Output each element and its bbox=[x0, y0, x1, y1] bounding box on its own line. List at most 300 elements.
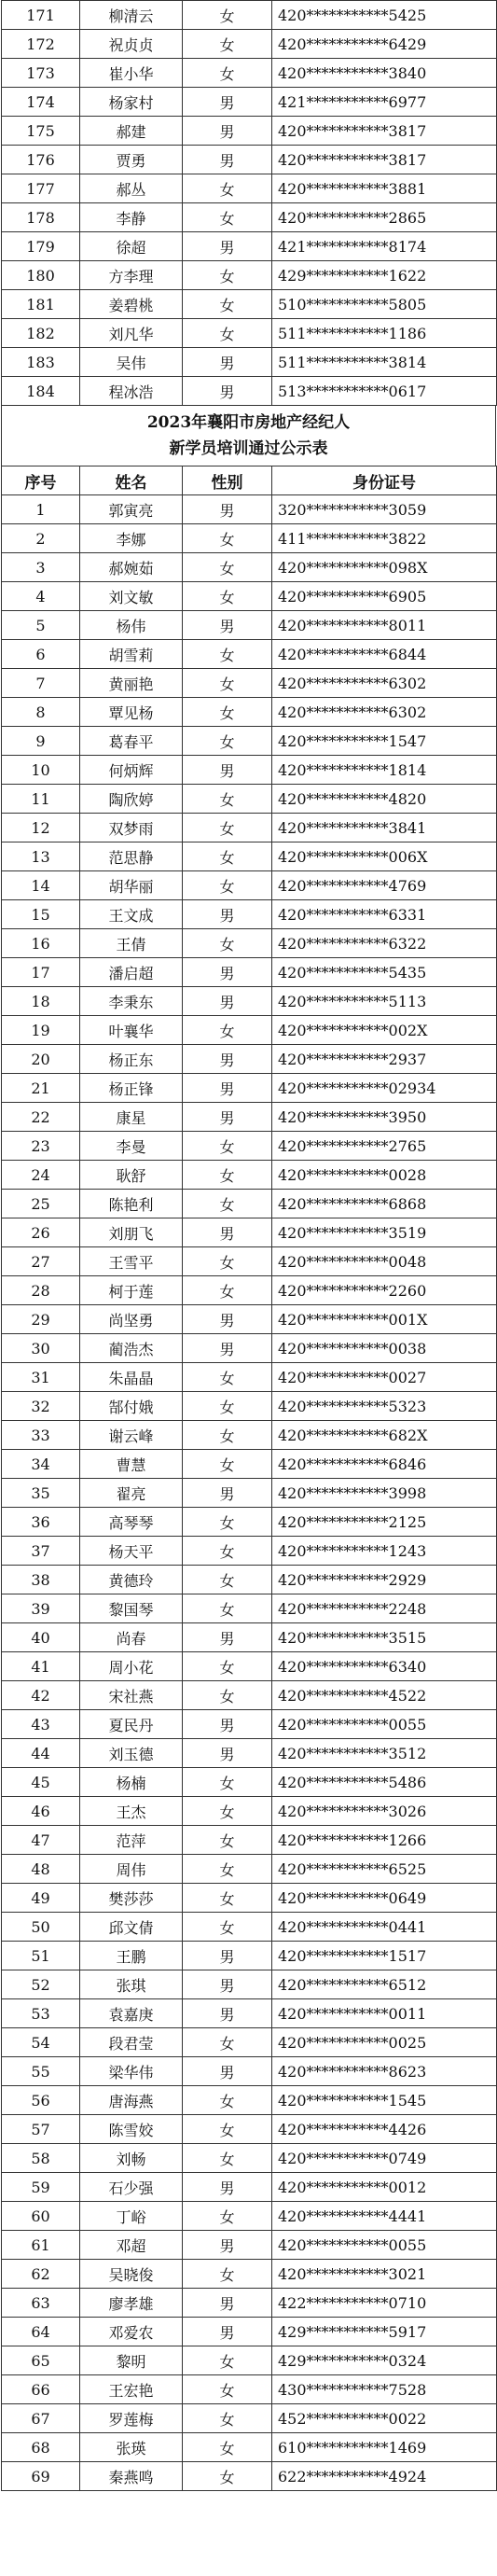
cell-sex: 女 bbox=[183, 1508, 272, 1537]
cell-name: 郜付娥 bbox=[80, 1392, 183, 1421]
cell-sex: 女 bbox=[183, 290, 272, 319]
cell-id: 420***********2248 bbox=[272, 1594, 497, 1623]
cell-sex: 女 bbox=[183, 1797, 272, 1826]
cell-name: 康星 bbox=[80, 1103, 183, 1132]
cell-id: 452***********0022 bbox=[272, 2404, 497, 2433]
cell-sex: 女 bbox=[183, 2260, 272, 2289]
cell-name: 范萍 bbox=[80, 1826, 183, 1855]
cell-name: 李曼 bbox=[80, 1132, 183, 1161]
cell-name: 黄德玲 bbox=[80, 1566, 183, 1594]
table-row bbox=[2, 1855, 497, 1884]
cell-sex: 男 bbox=[183, 2289, 272, 2318]
cell-no: 30 bbox=[2, 1334, 80, 1363]
cell-no: 46 bbox=[2, 1797, 80, 1826]
cell-no: 44 bbox=[2, 1739, 80, 1768]
cell-name: 方李理 bbox=[80, 261, 183, 290]
cell-sex: 女 bbox=[183, 814, 272, 842]
cell-name: 范思静 bbox=[80, 842, 183, 871]
cell-no: 17 bbox=[2, 958, 80, 987]
cell-id: 420***********0025 bbox=[272, 2028, 497, 2057]
cell-no: 40 bbox=[2, 1623, 80, 1652]
table-row bbox=[2, 1739, 497, 1768]
cell-id: 420***********1545 bbox=[272, 2086, 497, 2115]
cell-no: 55 bbox=[2, 2057, 80, 2086]
cell-id: 420***********6846 bbox=[272, 1450, 497, 1479]
cell-name: 胡华丽 bbox=[80, 871, 183, 900]
cell-sex: 女 bbox=[183, 698, 272, 727]
cell-no: 21 bbox=[2, 1074, 80, 1103]
cell-name: 李娜 bbox=[80, 524, 183, 553]
cell-no: 68 bbox=[2, 2433, 80, 2462]
table-row bbox=[2, 1768, 497, 1797]
cell-name: 宋社燕 bbox=[80, 1681, 183, 1710]
table-row bbox=[2, 2289, 497, 2318]
cell-id: 420***********0055 bbox=[272, 1710, 497, 1739]
cell-name: 朱晶晶 bbox=[80, 1363, 183, 1392]
cell-no: 67 bbox=[2, 2404, 80, 2433]
cell-no: 1 bbox=[2, 495, 80, 524]
cell-id: 420***********6905 bbox=[272, 582, 497, 611]
cell-name: 石少强 bbox=[80, 2173, 183, 2202]
cell-no: 52 bbox=[2, 1970, 80, 1999]
cell-no: 53 bbox=[2, 1999, 80, 2028]
cell-id: 420***********3817 bbox=[272, 146, 497, 174]
table-row bbox=[2, 88, 497, 117]
cell-name: 杨正锋 bbox=[80, 1074, 183, 1103]
cell-name: 夏民丹 bbox=[80, 1710, 183, 1739]
table-row bbox=[2, 290, 497, 319]
cell-no: 4 bbox=[2, 582, 80, 611]
cell-no: 23 bbox=[2, 1132, 80, 1161]
cell-id: 420***********4769 bbox=[272, 871, 497, 900]
cell-sex: 男 bbox=[183, 2231, 272, 2260]
cell-no: 24 bbox=[2, 1161, 80, 1190]
cell-id: 420***********3512 bbox=[272, 1739, 497, 1768]
cell-name: 陶欣婷 bbox=[80, 785, 183, 814]
cell-id: 429***********5917 bbox=[272, 2318, 497, 2346]
cell-sex: 女 bbox=[183, 1421, 272, 1450]
cell-name: 葛春平 bbox=[80, 727, 183, 756]
cell-no: 27 bbox=[2, 1247, 80, 1276]
cell-name: 邓爱农 bbox=[80, 2318, 183, 2346]
cell-name: 柯于莲 bbox=[80, 1276, 183, 1305]
cell-name: 尚春 bbox=[80, 1623, 183, 1652]
cell-sex: 女 bbox=[183, 1247, 272, 1276]
cell-name: 徐超 bbox=[80, 232, 183, 261]
table-row bbox=[2, 814, 497, 842]
cell-no: 57 bbox=[2, 2115, 80, 2144]
cell-id: 420***********6868 bbox=[272, 1190, 497, 1218]
cell-sex: 男 bbox=[183, 1218, 272, 1247]
table-row bbox=[2, 59, 497, 88]
cell-id: 420***********4441 bbox=[272, 2202, 497, 2231]
cell-sex: 女 bbox=[183, 1392, 272, 1421]
cell-name: 吴晓俊 bbox=[80, 2260, 183, 2289]
table-row bbox=[2, 1999, 497, 2028]
cell-sex: 男 bbox=[183, 1999, 272, 2028]
cell-no: 35 bbox=[2, 1479, 80, 1508]
cell-name: 程冰浩 bbox=[80, 377, 183, 406]
table-row bbox=[2, 2260, 497, 2289]
cell-sex: 女 bbox=[183, 1016, 272, 1045]
cell-id: 411***********3822 bbox=[272, 524, 497, 553]
cell-no: 7 bbox=[2, 669, 80, 698]
cell-sex: 男 bbox=[183, 1479, 272, 1508]
title-line-1: 2023年襄阳市房地产经纪人 bbox=[146, 413, 351, 432]
cell-sex: 男 bbox=[183, 2318, 272, 2346]
cell-no: 176 bbox=[2, 146, 80, 174]
cell-no: 15 bbox=[2, 900, 80, 929]
cell-id: 420***********6512 bbox=[272, 1970, 497, 1999]
cell-name: 杨家村 bbox=[80, 88, 183, 117]
cell-sex: 女 bbox=[183, 1855, 272, 1884]
cell-id: 420***********006X bbox=[272, 842, 497, 871]
cell-name: 陈艳利 bbox=[80, 1190, 183, 1218]
table-row bbox=[2, 203, 497, 232]
table-row bbox=[2, 929, 497, 958]
cell-no: 19 bbox=[2, 1016, 80, 1045]
table-row bbox=[2, 146, 497, 174]
table-row bbox=[2, 117, 497, 146]
cell-id: 430***********7528 bbox=[272, 2375, 497, 2404]
cell-name: 郝丛 bbox=[80, 174, 183, 203]
cell-sex: 女 bbox=[183, 203, 272, 232]
cell-sex: 女 bbox=[183, 1161, 272, 1190]
header-no: 序号 bbox=[2, 466, 80, 495]
cell-id: 420***********3841 bbox=[272, 814, 497, 842]
cell-id: 420***********2865 bbox=[272, 203, 497, 232]
table-row bbox=[2, 319, 497, 348]
cell-id: 420***********02934 bbox=[272, 1074, 497, 1103]
cell-sex: 女 bbox=[183, 2404, 272, 2433]
cell-no: 59 bbox=[2, 2173, 80, 2202]
header-id: 身份证号 bbox=[272, 466, 497, 495]
cell-no: 177 bbox=[2, 174, 80, 203]
cell-name: 叶襄华 bbox=[80, 1016, 183, 1045]
table-row bbox=[2, 2346, 497, 2375]
cell-id: 420***********3998 bbox=[272, 1479, 497, 1508]
cell-name: 唐海燕 bbox=[80, 2086, 183, 2115]
cell-name: 翟亮 bbox=[80, 1479, 183, 1508]
cell-sex: 女 bbox=[183, 553, 272, 582]
cell-id: 420***********0649 bbox=[272, 1884, 497, 1913]
cell-name: 郝婉茹 bbox=[80, 553, 183, 582]
cell-name: 胡雪莉 bbox=[80, 640, 183, 669]
table-row bbox=[2, 611, 497, 640]
table-row bbox=[2, 1016, 497, 1045]
cell-sex: 男 bbox=[183, 1710, 272, 1739]
cell-no: 62 bbox=[2, 2260, 80, 2289]
cell-name: 柳清云 bbox=[80, 1, 183, 30]
cell-no: 13 bbox=[2, 842, 80, 871]
cell-sex: 女 bbox=[183, 929, 272, 958]
table-row bbox=[2, 1132, 497, 1161]
cell-no: 184 bbox=[2, 377, 80, 406]
cell-no: 16 bbox=[2, 929, 80, 958]
table-row bbox=[2, 785, 497, 814]
cell-name: 廖孝雄 bbox=[80, 2289, 183, 2318]
cell-name: 王宏艳 bbox=[80, 2375, 183, 2404]
cell-name: 王文成 bbox=[80, 900, 183, 929]
cell-no: 42 bbox=[2, 1681, 80, 1710]
table-row bbox=[2, 2115, 497, 2144]
table-row bbox=[2, 1161, 497, 1190]
table-row bbox=[2, 900, 497, 929]
table-row bbox=[2, 1970, 497, 1999]
cell-name: 刘朋飞 bbox=[80, 1218, 183, 1247]
table-row bbox=[2, 1363, 497, 1392]
cell-id: 420***********3026 bbox=[272, 1797, 497, 1826]
cell-name: 黎明 bbox=[80, 2346, 183, 2375]
cell-id: 420***********6331 bbox=[272, 900, 497, 929]
table-row bbox=[2, 1681, 497, 1710]
cell-id: 420***********6322 bbox=[272, 929, 497, 958]
cell-name: 王倩 bbox=[80, 929, 183, 958]
table-row bbox=[2, 1479, 497, 1508]
cell-name: 张琪 bbox=[80, 1970, 183, 1999]
cell-no: 39 bbox=[2, 1594, 80, 1623]
cell-no: 10 bbox=[2, 756, 80, 785]
cell-no: 26 bbox=[2, 1218, 80, 1247]
cell-id: 510***********5805 bbox=[272, 290, 497, 319]
cell-id: 420***********6429 bbox=[272, 30, 497, 59]
cell-sex: 女 bbox=[183, 2086, 272, 2115]
cell-name: 祝贞贞 bbox=[80, 30, 183, 59]
cell-no: 54 bbox=[2, 2028, 80, 2057]
cell-id: 610***********1469 bbox=[272, 2433, 497, 2462]
cell-sex: 女 bbox=[183, 2202, 272, 2231]
cell-no: 178 bbox=[2, 203, 80, 232]
table-row bbox=[2, 669, 497, 698]
cell-no: 171 bbox=[2, 1, 80, 30]
cell-sex: 女 bbox=[183, 319, 272, 348]
cell-no: 181 bbox=[2, 290, 80, 319]
table-row bbox=[2, 1884, 497, 1913]
cell-id: 429***********1622 bbox=[272, 261, 497, 290]
cell-name: 杨楠 bbox=[80, 1768, 183, 1797]
table-row bbox=[2, 348, 497, 377]
table-row bbox=[2, 2433, 497, 2462]
cell-id: 420***********3817 bbox=[272, 117, 497, 146]
cell-sex: 女 bbox=[183, 2375, 272, 2404]
cell-sex: 男 bbox=[183, 377, 272, 406]
cell-no: 29 bbox=[2, 1305, 80, 1334]
cell-no: 36 bbox=[2, 1508, 80, 1537]
cell-no: 6 bbox=[2, 640, 80, 669]
cell-no: 60 bbox=[2, 2202, 80, 2231]
cell-name: 刘凡华 bbox=[80, 319, 183, 348]
cell-sex: 男 bbox=[183, 232, 272, 261]
table-row bbox=[2, 2202, 497, 2231]
cell-id: 420***********4426 bbox=[272, 2115, 497, 2144]
cell-name: 王杰 bbox=[80, 1797, 183, 1826]
title-line-2: 新学员培训通过公示表 bbox=[169, 439, 328, 458]
cell-sex: 男 bbox=[183, 1074, 272, 1103]
cell-no: 33 bbox=[2, 1421, 80, 1450]
table-row bbox=[2, 2462, 497, 2491]
table-row bbox=[2, 727, 497, 756]
cell-sex: 男 bbox=[183, 146, 272, 174]
cell-id: 420***********1547 bbox=[272, 727, 497, 756]
cell-id: 420***********5113 bbox=[272, 987, 497, 1016]
cell-sex: 男 bbox=[183, 348, 272, 377]
cell-name: 秦燕鸣 bbox=[80, 2462, 183, 2491]
table-row bbox=[2, 1421, 497, 1450]
cell-no: 66 bbox=[2, 2375, 80, 2404]
cell-id: 420***********3021 bbox=[272, 2260, 497, 2289]
cell-id: 422***********0710 bbox=[272, 2289, 497, 2318]
cell-no: 34 bbox=[2, 1450, 80, 1479]
table-row bbox=[2, 524, 497, 553]
cell-sex: 男 bbox=[183, 2057, 272, 2086]
cell-no: 69 bbox=[2, 2462, 80, 2491]
table-row bbox=[2, 1623, 497, 1652]
cell-name: 黄丽艳 bbox=[80, 669, 183, 698]
cell-name: 杨天平 bbox=[80, 1537, 183, 1566]
table-row bbox=[2, 871, 497, 900]
cell-id: 420***********2125 bbox=[272, 1508, 497, 1537]
cell-sex: 男 bbox=[183, 958, 272, 987]
cell-sex: 女 bbox=[183, 1566, 272, 1594]
cell-name: 陈雪姣 bbox=[80, 2115, 183, 2144]
cell-no: 20 bbox=[2, 1045, 80, 1074]
cell-sex: 女 bbox=[183, 1826, 272, 1855]
cell-name: 潘启超 bbox=[80, 958, 183, 987]
cell-no: 22 bbox=[2, 1103, 80, 1132]
cell-id: 420***********0027 bbox=[272, 1363, 497, 1392]
table-row bbox=[2, 1074, 497, 1103]
cell-sex: 女 bbox=[183, 640, 272, 669]
cell-sex: 男 bbox=[183, 1942, 272, 1970]
cell-id: 420***********6302 bbox=[272, 669, 497, 698]
cell-sex: 女 bbox=[183, 2433, 272, 2462]
cell-name: 崔小华 bbox=[80, 59, 183, 88]
cell-sex: 女 bbox=[183, 2346, 272, 2375]
cell-id: 420***********2937 bbox=[272, 1045, 497, 1074]
table-row bbox=[2, 1103, 497, 1132]
table-row bbox=[2, 1826, 497, 1855]
top-table-body bbox=[2, 1, 497, 406]
cell-no: 174 bbox=[2, 88, 80, 117]
table-row bbox=[2, 2028, 497, 2057]
cell-sex: 男 bbox=[183, 1334, 272, 1363]
header-sex: 性别 bbox=[183, 466, 272, 495]
table-row bbox=[2, 1392, 497, 1421]
cell-id: 511***********3814 bbox=[272, 348, 497, 377]
cell-no: 45 bbox=[2, 1768, 80, 1797]
cell-no: 63 bbox=[2, 2289, 80, 2318]
cell-id: 420***********5323 bbox=[272, 1392, 497, 1421]
cell-no: 11 bbox=[2, 785, 80, 814]
cell-sex: 男 bbox=[183, 756, 272, 785]
cell-id: 420***********3881 bbox=[272, 174, 497, 203]
cell-sex: 男 bbox=[183, 1623, 272, 1652]
cell-no: 41 bbox=[2, 1652, 80, 1681]
table-row bbox=[2, 2375, 497, 2404]
cell-no: 8 bbox=[2, 698, 80, 727]
cell-sex: 女 bbox=[183, 2144, 272, 2173]
cell-name: 邓超 bbox=[80, 2231, 183, 2260]
cell-sex: 男 bbox=[183, 900, 272, 929]
roster-table bbox=[1, 466, 497, 2491]
table-row bbox=[2, 1334, 497, 1363]
table-row bbox=[2, 1450, 497, 1479]
cell-sex: 男 bbox=[183, 1970, 272, 1999]
cell-id: 420***********8623 bbox=[272, 2057, 497, 2086]
cell-no: 14 bbox=[2, 871, 80, 900]
cell-id: 420***********6844 bbox=[272, 640, 497, 669]
cell-name: 杨正东 bbox=[80, 1045, 183, 1074]
table-row bbox=[2, 756, 497, 785]
cell-name: 尚坚勇 bbox=[80, 1305, 183, 1334]
table-row bbox=[2, 640, 497, 669]
cell-sex: 女 bbox=[183, 842, 272, 871]
cell-name: 曹慧 bbox=[80, 1450, 183, 1479]
table-row bbox=[2, 2318, 497, 2346]
cell-id: 420***********5486 bbox=[272, 1768, 497, 1797]
cell-id: 420***********3950 bbox=[272, 1103, 497, 1132]
cell-name: 段君莹 bbox=[80, 2028, 183, 2057]
table-row bbox=[2, 553, 497, 582]
cell-name: 郝建 bbox=[80, 117, 183, 146]
cell-sex: 女 bbox=[183, 2115, 272, 2144]
cell-no: 182 bbox=[2, 319, 80, 348]
cell-id: 420***********2765 bbox=[272, 1132, 497, 1161]
cell-sex: 男 bbox=[183, 117, 272, 146]
cell-name: 耿舒 bbox=[80, 1161, 183, 1190]
cell-id: 420***********5435 bbox=[272, 958, 497, 987]
cell-name: 樊莎莎 bbox=[80, 1884, 183, 1913]
cell-no: 43 bbox=[2, 1710, 80, 1739]
cell-id: 420***********002X bbox=[272, 1016, 497, 1045]
cell-id: 420***********001X bbox=[272, 1305, 497, 1334]
table-row bbox=[2, 1276, 497, 1305]
cell-no: 49 bbox=[2, 1884, 80, 1913]
table-row bbox=[2, 2144, 497, 2173]
cell-name: 双梦雨 bbox=[80, 814, 183, 842]
cell-sex: 女 bbox=[183, 1913, 272, 1942]
cell-name: 何炳辉 bbox=[80, 756, 183, 785]
cell-no: 28 bbox=[2, 1276, 80, 1305]
cell-id: 420***********5425 bbox=[272, 1, 497, 30]
cell-sex: 男 bbox=[183, 2173, 272, 2202]
cell-sex: 女 bbox=[183, 727, 272, 756]
cell-sex: 男 bbox=[183, 1305, 272, 1334]
cell-name: 覃见杨 bbox=[80, 698, 183, 727]
cell-name: 郭寅亮 bbox=[80, 495, 183, 524]
cell-id: 420***********6302 bbox=[272, 698, 497, 727]
cell-name: 梁华伟 bbox=[80, 2057, 183, 2086]
cell-id: 420***********0055 bbox=[272, 2231, 497, 2260]
table-row bbox=[2, 2231, 497, 2260]
cell-sex: 男 bbox=[183, 611, 272, 640]
cell-name: 丁峪 bbox=[80, 2202, 183, 2231]
cell-sex: 女 bbox=[183, 669, 272, 698]
cell-no: 48 bbox=[2, 1855, 80, 1884]
table-row bbox=[2, 958, 497, 987]
table-row bbox=[2, 495, 497, 524]
cell-name: 王鹏 bbox=[80, 1942, 183, 1970]
cell-id: 420***********4820 bbox=[272, 785, 497, 814]
cell-name: 李静 bbox=[80, 203, 183, 232]
cell-sex: 女 bbox=[183, 1450, 272, 1479]
cell-id: 420***********0011 bbox=[272, 1999, 497, 2028]
cell-no: 18 bbox=[2, 987, 80, 1016]
cell-sex: 女 bbox=[183, 30, 272, 59]
table-row bbox=[2, 1942, 497, 1970]
table-row bbox=[2, 1537, 497, 1566]
cell-id: 421***********8174 bbox=[272, 232, 497, 261]
